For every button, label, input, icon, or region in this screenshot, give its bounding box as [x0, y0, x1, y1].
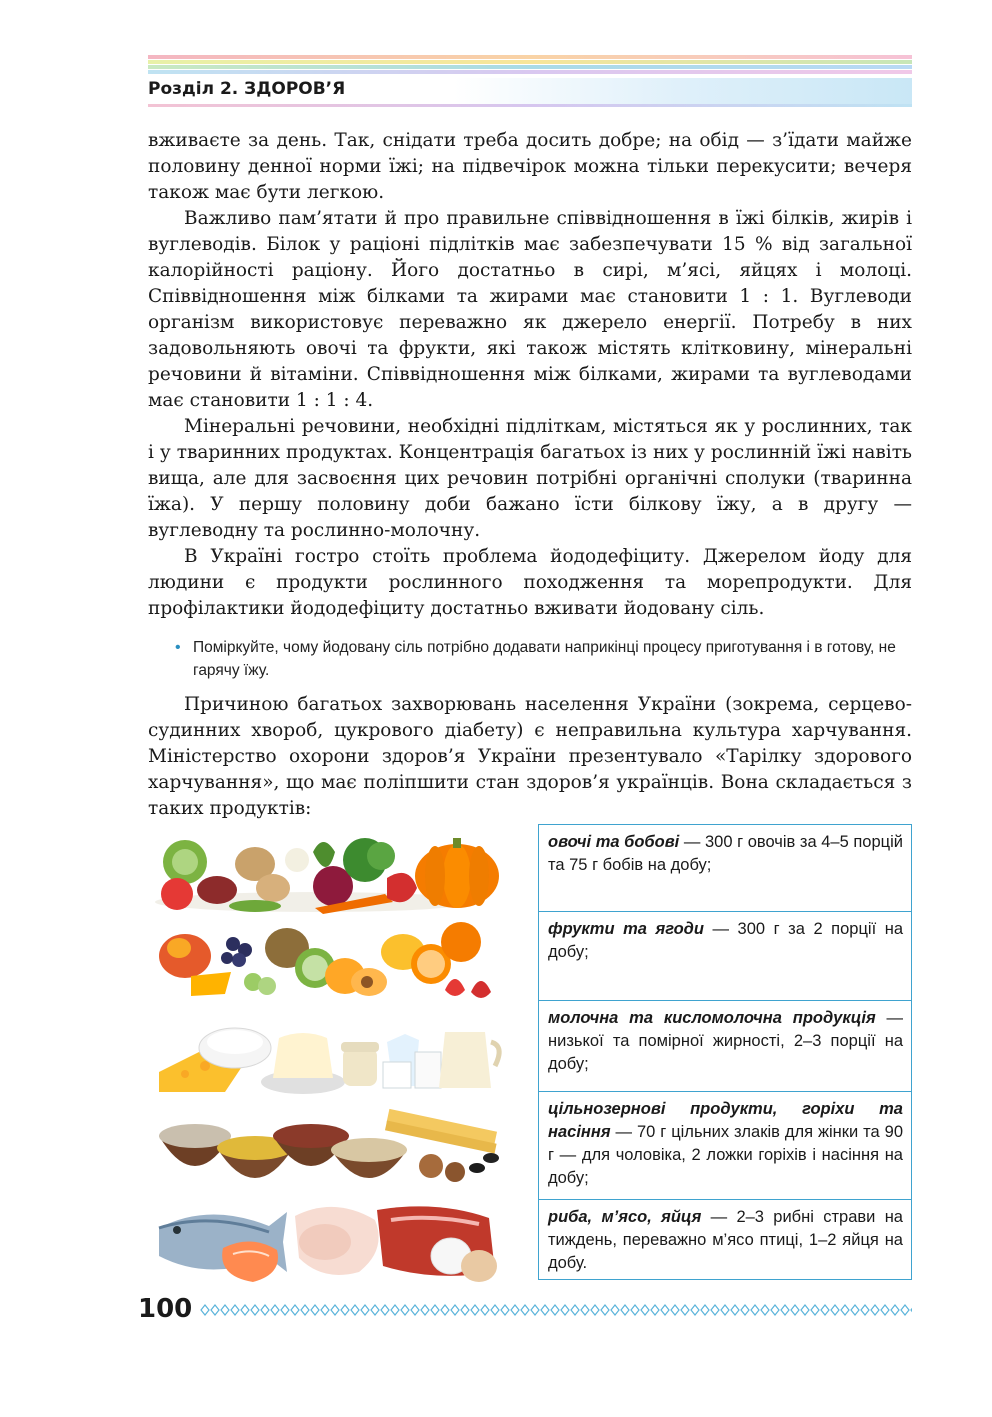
main-text-continued [148, 692, 912, 822]
food-group-fruits [538, 911, 912, 1000]
page-number: 100 [138, 1294, 193, 1324]
vegetables-image [155, 832, 505, 912]
food-group-description: — 2–3 рибні страви на тиждень, переважно м’ясо птиці, 1–2 яйця на добу. [548, 1208, 903, 1272]
paragraph-3: Мінеральні речовини, необхідні підліткам, містяться як у рослинних, так і у тваринних продуктах. Концентрація багатьох із них у рослинній їжі навіть вища, але для засвоєння цих речовин потрібні органічні сполуки (тваринна їжа). У першу половину доби бажано їсти білкову їжу, а в другу — вуглеводну та рослинно-молочну. [148, 416, 912, 541]
food-group-grains [538, 1091, 912, 1199]
food-group-term: молочна та кисломолочна продукція [548, 1009, 876, 1027]
header-underline [148, 104, 912, 107]
food-illustrations [155, 828, 515, 1288]
main-text [148, 128, 912, 622]
food-group-description: — 70 г цільних злаків для жінки та 90 г — для чоловіка, 2 ложки горіхів і насіння на добу; [548, 1123, 903, 1187]
paragraph-1: вживаєте за день. Так, снідати треба досить добре; на обід — з’їдати майже половину денної норми їжі; на підвечірок можна тільки перекусити; вечеря також має бути легкою. [148, 130, 912, 203]
food-group-vegetables [538, 824, 912, 911]
bullet-icon: • [175, 639, 181, 656]
food-group-dairy [538, 1000, 912, 1091]
food-group-protein [538, 1199, 912, 1280]
paragraph-5: Причиною багатьох захворювань населення України (зокрема, серцево-судинних хвороб, цукрового діабету) є неправильна культура харчування. Міністерство охорони здоров’я України презентувало «Тарілку здорового харчування», що має поліпшити стан здоров’я українців. Вона складається з таких продуктів: [148, 694, 912, 819]
paragraph-4: В Україні гостро стоїть проблема йододефіциту. Джерелом йоду для людини є продукти рослинного походження та морепродукти. Для профілактики йододефіциту достатньо вживати йодовану сіль. [148, 546, 912, 619]
food-group-description: — низької та помірної жирності, 2–3 порції на добу; [548, 1009, 903, 1073]
food-group-term: риба, м’ясо, яйця [548, 1208, 702, 1226]
footer-ornament [200, 1302, 912, 1318]
food-group-term: овочі та бобові [548, 833, 680, 851]
question-text: Поміркуйте, чому йодовану сіль потрібно додавати наприкінці процесу приготування і в готову, не гарячу їжу. [193, 639, 896, 679]
food-groups-list [538, 824, 912, 1280]
food-group-description: — 300 г за 2 порції на добу; [548, 920, 903, 961]
paragraph-2: Важливо пам’ятати й про правильне співвідношення в їжі білків, жирів і вуглеводів. Білок у раціоні підлітків має забезпечувати 15 % від загальної калорійності раціону. Його достатньо в сирі, м’ясі, яйцях і молоці. Співвідношення між білками та жирами має становити 1 : 1. Вуглеводи організм використовує переважно як джерело енергії. Потребу в них задовольняють овочі та фрукти, які також містять клітковину, мінеральні речовини й вітаміни. Співвідношення між білками, жирами та вуглеводами має становити 1 : 1 : 4. [148, 208, 912, 411]
grains-image [155, 1102, 505, 1182]
dairy-image [155, 1012, 505, 1092]
food-group-term: фрукти та ягоди [548, 920, 704, 938]
protein-image [155, 1196, 505, 1276]
food-group-description: — 300 г овочів за 4–5 порцій та 75 г бобів на добу; [548, 833, 903, 874]
food-group-term: цільнозернові продукти, горіхи та насіння [548, 1100, 903, 1141]
section-title: Розділ 2. ЗДОРОВ’Я [148, 79, 346, 99]
fruits-image [155, 920, 505, 1000]
header-rainbow-stripes [148, 55, 912, 77]
reflection-question [176, 636, 914, 682]
